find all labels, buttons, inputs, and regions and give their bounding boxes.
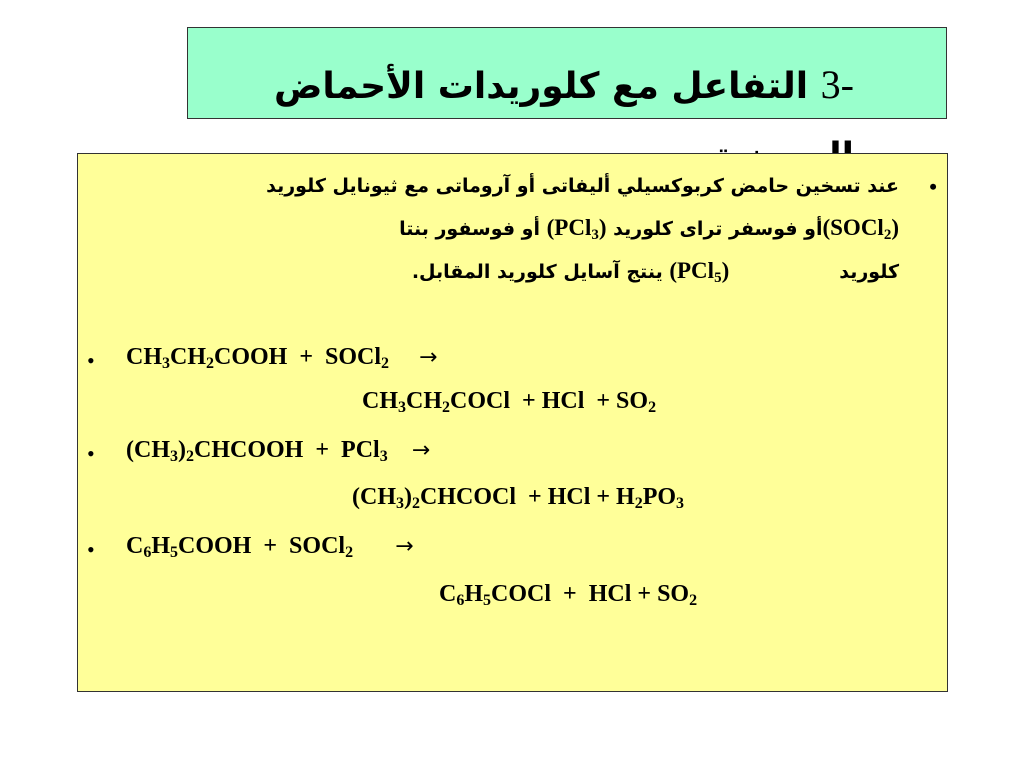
so2-product: SO: [657, 581, 690, 607]
content-box: [77, 153, 948, 692]
title-box: [187, 27, 947, 119]
reaction-3-products: $C_6H_5COCl$ + HCl + $SO_2$: [439, 581, 698, 609]
intro-bullet: •: [929, 174, 937, 199]
plus-sign: +: [263, 533, 278, 559]
reaction-1-reactants: $CH_3CH_2COOH$ + SOCl$_2$ →: [126, 344, 438, 372]
intro-line-3-text-a: كلوريد: [839, 261, 899, 283]
intro-paragraph: [119, 166, 899, 293]
so2-product: SO: [616, 388, 649, 414]
reaction-2-reagent: PCl: [341, 437, 380, 463]
pcl3-formula: (PCl$_3$): [546, 215, 607, 243]
hcl-product: HCl: [588, 581, 632, 607]
reaction-1-reagent: SOCl: [325, 344, 382, 370]
reaction-3-bullet: •: [87, 537, 95, 562]
hcl-product: HCl: [547, 484, 591, 510]
title-number-digit: 3: [820, 62, 841, 107]
plus-sign: +: [596, 388, 611, 414]
h2po3-product-po: PO: [642, 484, 677, 510]
plus-sign: +: [637, 581, 652, 607]
intro-line-2-text-a: أو فوسفر تراى كلوريد: [613, 218, 823, 240]
intro-line-3: [119, 250, 899, 293]
plus-sign: +: [522, 388, 536, 414]
reaction-2-bullet: •: [87, 441, 95, 466]
plus-sign: +: [563, 581, 577, 607]
reaction-2-products: $(CH_3)_2CHCOCl$ + HCl + $H_2PO_3$: [352, 484, 685, 512]
intro-line-2-text-b: أو فوسفور بنتا: [399, 218, 540, 240]
title-number: -: [840, 62, 854, 107]
pcl5-formula: (PCl$_5$): [669, 258, 730, 286]
title-text-line-1: التفاعل مع كلوريدات الأحماض: [274, 66, 809, 107]
plus-sign: +: [315, 437, 330, 463]
plus-sign: +: [596, 484, 611, 510]
hcl-product: HCl: [541, 388, 585, 414]
reaction-2-reactants: $(CH_3)_2CHCOOH + PCl_3$ →: [126, 437, 431, 465]
socl2-formula: (SOCl$_2$): [822, 215, 899, 243]
reaction-1-bullet: •: [87, 348, 95, 373]
plus-sign: +: [299, 344, 314, 370]
h2po3-product-h: H: [616, 484, 635, 510]
intro-line-2: [119, 207, 899, 250]
reaction-arrow: →: [419, 345, 438, 370]
reaction-1-products: $CH_3CH_2COCl$ + HCl + $SO_2$: [362, 388, 657, 416]
reaction-arrow: →: [411, 438, 431, 463]
intro-line-1: عند تسخين حامض كربوكسيلي أليفاتى أو آروماتى مع ثيونايل كلوريد: [266, 175, 899, 197]
title-line-1: [154, 50, 854, 122]
plus-sign: +: [528, 484, 542, 510]
reaction-3-reactants: $C_6H_5COOH$ + SOCl$_2$ →: [126, 533, 414, 561]
reaction-arrow: →: [395, 534, 414, 559]
intro-line-3-text-b: ينتج آسايل كلوريد المقابل.: [411, 261, 663, 283]
reaction-3-reagent: SOCl: [289, 533, 346, 559]
